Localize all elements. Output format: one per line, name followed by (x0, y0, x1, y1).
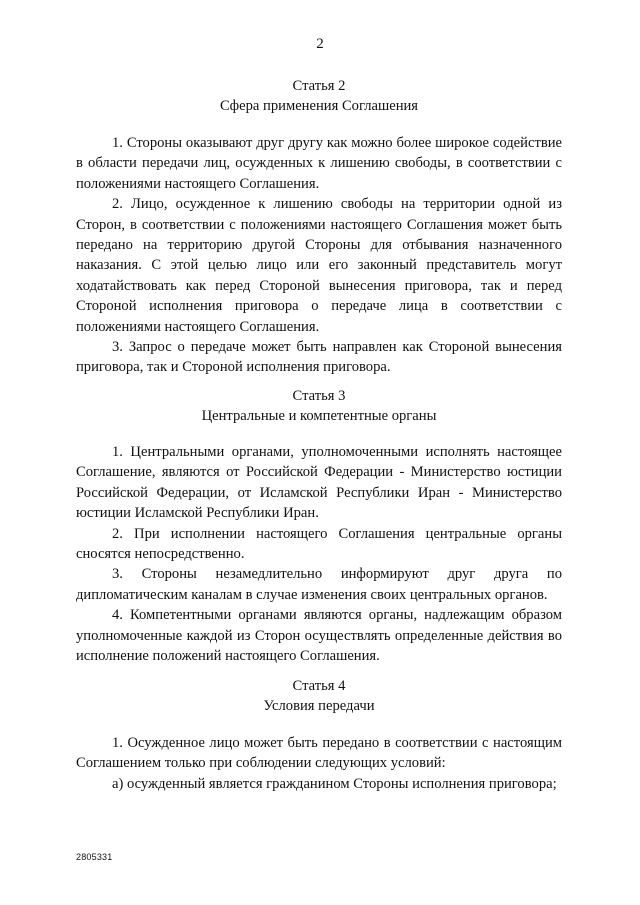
article-paragraph: 3. Стороны незамедлительно информируют друг друга по дипломатическим каналам в случае изменения своих центральных органов. (76, 566, 562, 603)
article-2-body (76, 133, 562, 378)
article-heading: Статья 2 (292, 78, 346, 94)
document-code: 2805331 (76, 852, 113, 862)
article-paragraph: 1. Стороны оказывают друг другу как можно более широкое содействие в области передачи лиц, осужденных к лишению свободы, в соответствии с положениями настоящего Соглашения. (76, 135, 562, 192)
article-paragraph: 3. Запрос о передаче может быть направлен как Стороной вынесения приговора, так и Стороной исполнения приговора. (76, 339, 562, 376)
article-3 (76, 386, 562, 427)
article-paragraph: 1. Центральными органами, уполномоченными исполнять настоящее Соглашение, являются от Российской Федерации - Министерство юстиции Российской Федерации, от Исламской Республики Иран - Министерство юстиции Исламской Республики Иран. (76, 444, 562, 522)
article-4-body (76, 733, 562, 794)
article-heading: Статья 4 (292, 678, 346, 694)
article-paragraph: 2. При исполнении настоящего Соглашения центральные органы сносятся непосредственно. (76, 525, 562, 563)
page-number: 2 (316, 36, 324, 52)
article-heading: Статья 3 (292, 388, 346, 404)
article-paragraph: 4. Компетентными органами являются органы, надлежащим образом уполномоченные каждой из Сторон осуществлять определенные действия во исполнение положений настоящего Соглашения. (76, 607, 562, 665)
article-title: Условия передачи (263, 698, 375, 715)
article-paragraph: а) осужденный является гражданином Стороны исполнения приговора; (112, 775, 557, 792)
article-4 (76, 676, 562, 717)
article-title: Центральные и компетентные органы (201, 408, 437, 425)
article-paragraph: 2. Лицо, осужденное к лишению свободы на территории одной из Сторон, в соответствии с положениями настоящего Соглашения может быть передано на территорию другой Стороны для отбывания назначенного наказания. С этой целью лицо или его законный представитель могут ходатайствовать как перед Стороной вынесения приговора, так и перед Стороной исполнения приговора о передаче лица в соответствии с положениями настоящего Соглашения. (76, 196, 562, 335)
article-2 (76, 76, 562, 117)
article-3-body (76, 442, 562, 666)
article-paragraph: 1. Осужденное лицо может быть передано в соответствии с настоящим Соглашением только при соблюдении следующих условий: (76, 735, 562, 772)
article-title: Сфера применения Соглашения (219, 98, 419, 115)
